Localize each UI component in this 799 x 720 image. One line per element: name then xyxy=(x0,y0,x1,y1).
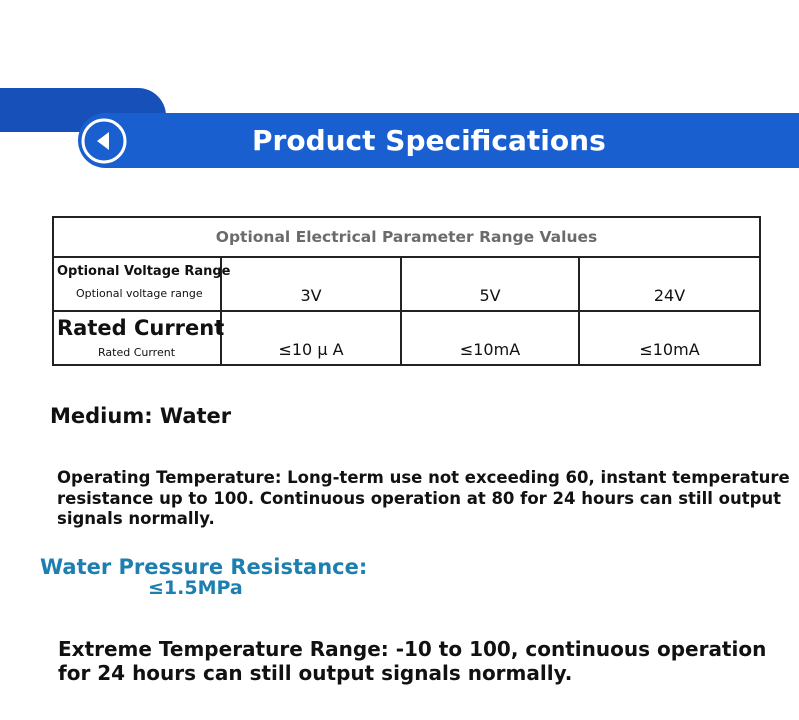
extreme-temperature-spec: Extreme Temperature Range: -10 to 100, continuous operation for 24 hours can still output signals normally. xyxy=(58,637,767,685)
medium-spec: Medium: Water xyxy=(50,404,232,428)
operating-temperature-spec: Operating Temperature: Long-term use not exceeding 60, instant temperature resistance up to 100. Continuous operation at 80 for 24 hours can still output signals normally. xyxy=(57,468,790,528)
row-label-cell xyxy=(53,311,225,365)
row-label-cell xyxy=(53,257,231,311)
water-pressure-value: ≤1.5MPa xyxy=(148,577,243,599)
water-pressure-label: Water Pressure Resistance: xyxy=(40,555,368,579)
row-label: Optional Voltage Range xyxy=(57,264,231,279)
table-cell-value: 24V xyxy=(653,286,686,305)
table-row xyxy=(53,257,760,311)
table-caption: Optional Electrical Parameter Range Values xyxy=(53,217,760,257)
page-title: Product Specifications xyxy=(252,124,606,157)
row-label: Rated Current xyxy=(57,316,225,340)
table-cell-value: ≤10mA xyxy=(459,340,521,359)
row-sublabel: Rated Current xyxy=(98,346,176,359)
table-cell-value: 5V xyxy=(479,286,501,305)
left-arrow-circle-icon[interactable] xyxy=(80,117,128,165)
table-cell-value: ≤10mA xyxy=(639,340,700,359)
table-cell-value: ≤10 μ A xyxy=(278,340,344,359)
row-sublabel: Optional voltage range xyxy=(76,287,203,300)
table-cell-value: 3V xyxy=(300,286,322,305)
electrical-parameter-table xyxy=(52,216,761,366)
table-row xyxy=(53,311,760,365)
